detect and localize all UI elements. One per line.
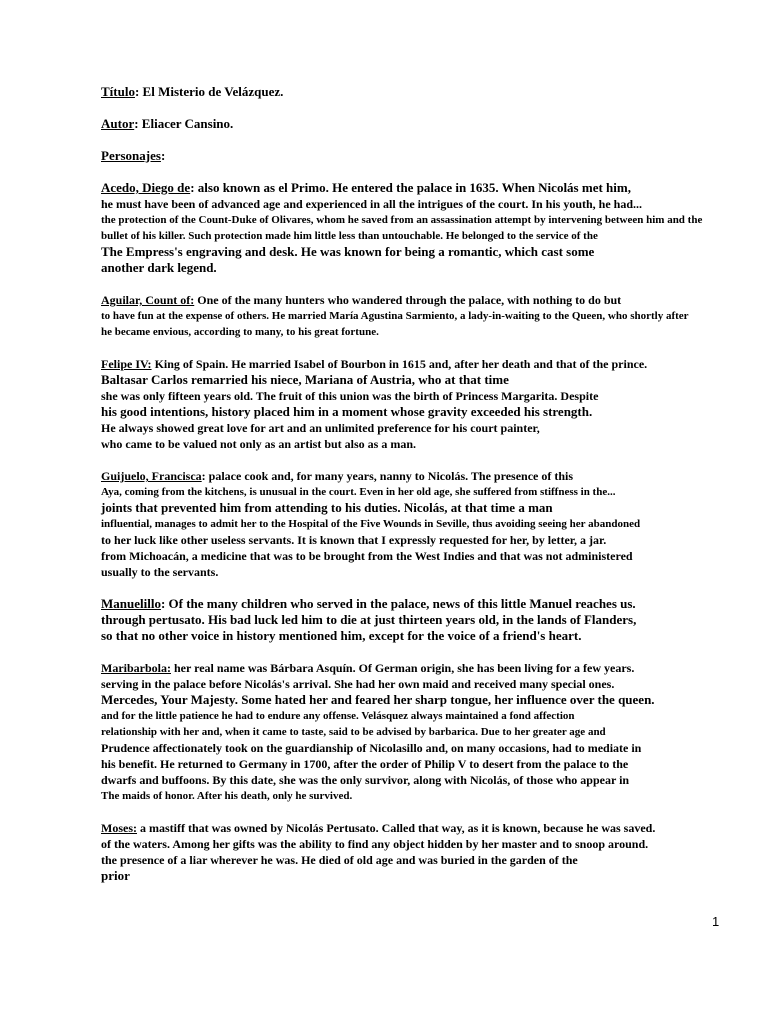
author-label: Autor	[101, 116, 135, 131]
entry-text: One of the many hunters who wandered through the palace, with nothing to do but	[194, 293, 622, 307]
entry-line: and for the little patience he had to endure any offense. Velásquez always maintained a fond affection	[101, 710, 575, 722]
character-name: Aguilar, Count of:	[101, 293, 195, 307]
entry-line	[101, 468, 761, 484]
entry-line	[101, 292, 761, 308]
entry-line: to her luck like other useless servants. It is known that I expressly requested for her, by letter, a jar.	[101, 533, 607, 547]
entry-line	[101, 596, 761, 612]
entry-line: Mercedes, Your Majesty. Some hated her and feared her sharp tongue, her influence over the queen.	[101, 692, 655, 707]
entry-text: : palace cook and, for many years, nanny to Nicolás. The presence of this	[201, 469, 574, 483]
character-entry-felipe-iv	[101, 356, 761, 452]
entry-line: The Empress's engraving and desk. He was known for being a romantic, which cast some	[101, 244, 595, 259]
character-name: Felipe IV:	[101, 357, 152, 371]
entry-line	[101, 180, 761, 196]
author-value: : Eliacer Cansino.	[134, 116, 234, 131]
title-label: Título	[101, 84, 135, 99]
entry-line: usually to the servants.	[101, 565, 219, 579]
characters-label: Personajes	[101, 148, 161, 163]
document-page	[101, 84, 761, 884]
entry-text: her real name was Bárbara Asquín. Of German origin, she has been living for a few years.	[171, 661, 635, 675]
character-entry-manuelillo	[101, 596, 761, 644]
character-entry-acedo	[101, 180, 761, 276]
entry-text: King of Spain. He married Isabel of Bourbon in 1615 and, after her death and that of the prince.	[151, 357, 648, 371]
title-line	[101, 84, 761, 100]
entry-line: Aya, coming from the kitchens, is unusual in the court. Even in her old age, she suffered from stiffness in the...	[101, 486, 616, 498]
character-name: Guijuelo, Francisca	[101, 469, 202, 483]
entry-line: he became envious, according to many, to his great fortune.	[101, 326, 379, 338]
entry-line: of the waters. Among her gifts was the ability to find any object hidden by her master and to snoop around.	[101, 837, 649, 851]
characters-colon: :	[160, 148, 166, 163]
entry-line: influential, manages to admit her to the Hospital of the Five Wounds in Seville, thus avoiding seeing her abandoned	[101, 518, 641, 530]
entry-line: his good intentions, history placed him in a moment whose gravity exceeded his strength.	[101, 404, 593, 419]
entry-text: : also known as el Primo. He entered the palace in 1635. When Nicolás met him,	[190, 180, 631, 195]
page-number: 1	[712, 914, 720, 929]
entry-line: prior	[101, 868, 130, 883]
entry-line: another dark legend.	[101, 260, 217, 275]
entry-line: relationship with her and, when it came to taste, said to be advised by barbarica. Due to her greater age and	[101, 726, 606, 738]
entry-line: bullet of his killer. Such protection made him little less than untouchable. He belonged to the service of the	[101, 230, 598, 242]
entry-text: a mastiff that was owned by Nicolás Pertusato. Called that way, as it is known, because he was saved.	[137, 821, 656, 835]
character-name: Acedo, Diego de	[101, 180, 191, 195]
entry-line: Baltasar Carlos remarried his niece, Mariana of Austria, who at that time	[101, 372, 509, 387]
character-name: Manuelillo	[101, 596, 161, 611]
entry-line: Prudence affectionately took on the guardianship of Nicolasillo and, on many occasions, had to mediate in	[101, 741, 642, 755]
entry-text: : Of the many children who served in the palace, news of this little Manuel reaches us.	[160, 596, 636, 611]
author-line	[101, 116, 761, 132]
entry-line: he must have been of advanced age and experienced in all the intrigues of the court. In his youth, he had...	[101, 197, 643, 211]
entry-line: He always showed great love for art and an unlimited preference for his court painter,	[101, 421, 540, 435]
character-entry-moses	[101, 820, 761, 884]
entry-line	[101, 660, 761, 676]
entry-line	[101, 356, 761, 372]
entry-line: to have fun at the expense of others. He married María Agustina Sarmiento, a lady-in-waiting to the Queen, who shortly after	[101, 310, 689, 322]
entry-line: joints that prevented him from attending to his duties. Nicolás, at that time a man	[101, 500, 553, 515]
entry-line: serving in the palace before Nicolás's arrival. She had her own maid and received many special ones.	[101, 677, 615, 691]
character-entry-maribarbola	[101, 660, 761, 804]
character-name: Moses:	[101, 821, 137, 835]
entry-line: she was only fifteen years old. The fruit of this union was the birth of Princess Margarita. Despite	[101, 389, 599, 403]
entry-line: The maids of honor. After his death, only he survived.	[101, 790, 353, 802]
entry-line: the protection of the Count-Duke of Olivares, whom he saved from an assassination attempt by intervening between him and the	[101, 214, 703, 226]
entry-line: dwarfs and buffoons. By this date, she was the only survivor, along with Nicolás, of those who appear in	[101, 773, 630, 787]
character-name: Maribarbola:	[101, 661, 171, 675]
title-value: : El Misterio de Velázquez.	[134, 84, 284, 99]
character-entry-guijuelo	[101, 468, 761, 580]
character-entry-aguilar	[101, 292, 761, 340]
entry-line: from Michoacán, a medicine that was to be brought from the West Indies and that was not administered	[101, 549, 633, 563]
entry-line: the presence of a liar wherever he was. He died of old age and was buried in the garden of the	[101, 853, 578, 867]
entry-line: who came to be valued not only as an artist but also as a man.	[101, 437, 417, 451]
entry-line	[101, 820, 761, 836]
characters-heading	[101, 148, 761, 164]
entry-line: so that no other voice in history mentioned him, except for the voice of a friend's heart.	[101, 628, 582, 643]
entry-line: through pertusato. His bad luck led him to die at just thirteen years old, in the lands of Flanders,	[101, 612, 637, 627]
entry-line: his benefit. He returned to Germany in 1700, after the order of Philip V to desert from the palace to the	[101, 757, 629, 771]
